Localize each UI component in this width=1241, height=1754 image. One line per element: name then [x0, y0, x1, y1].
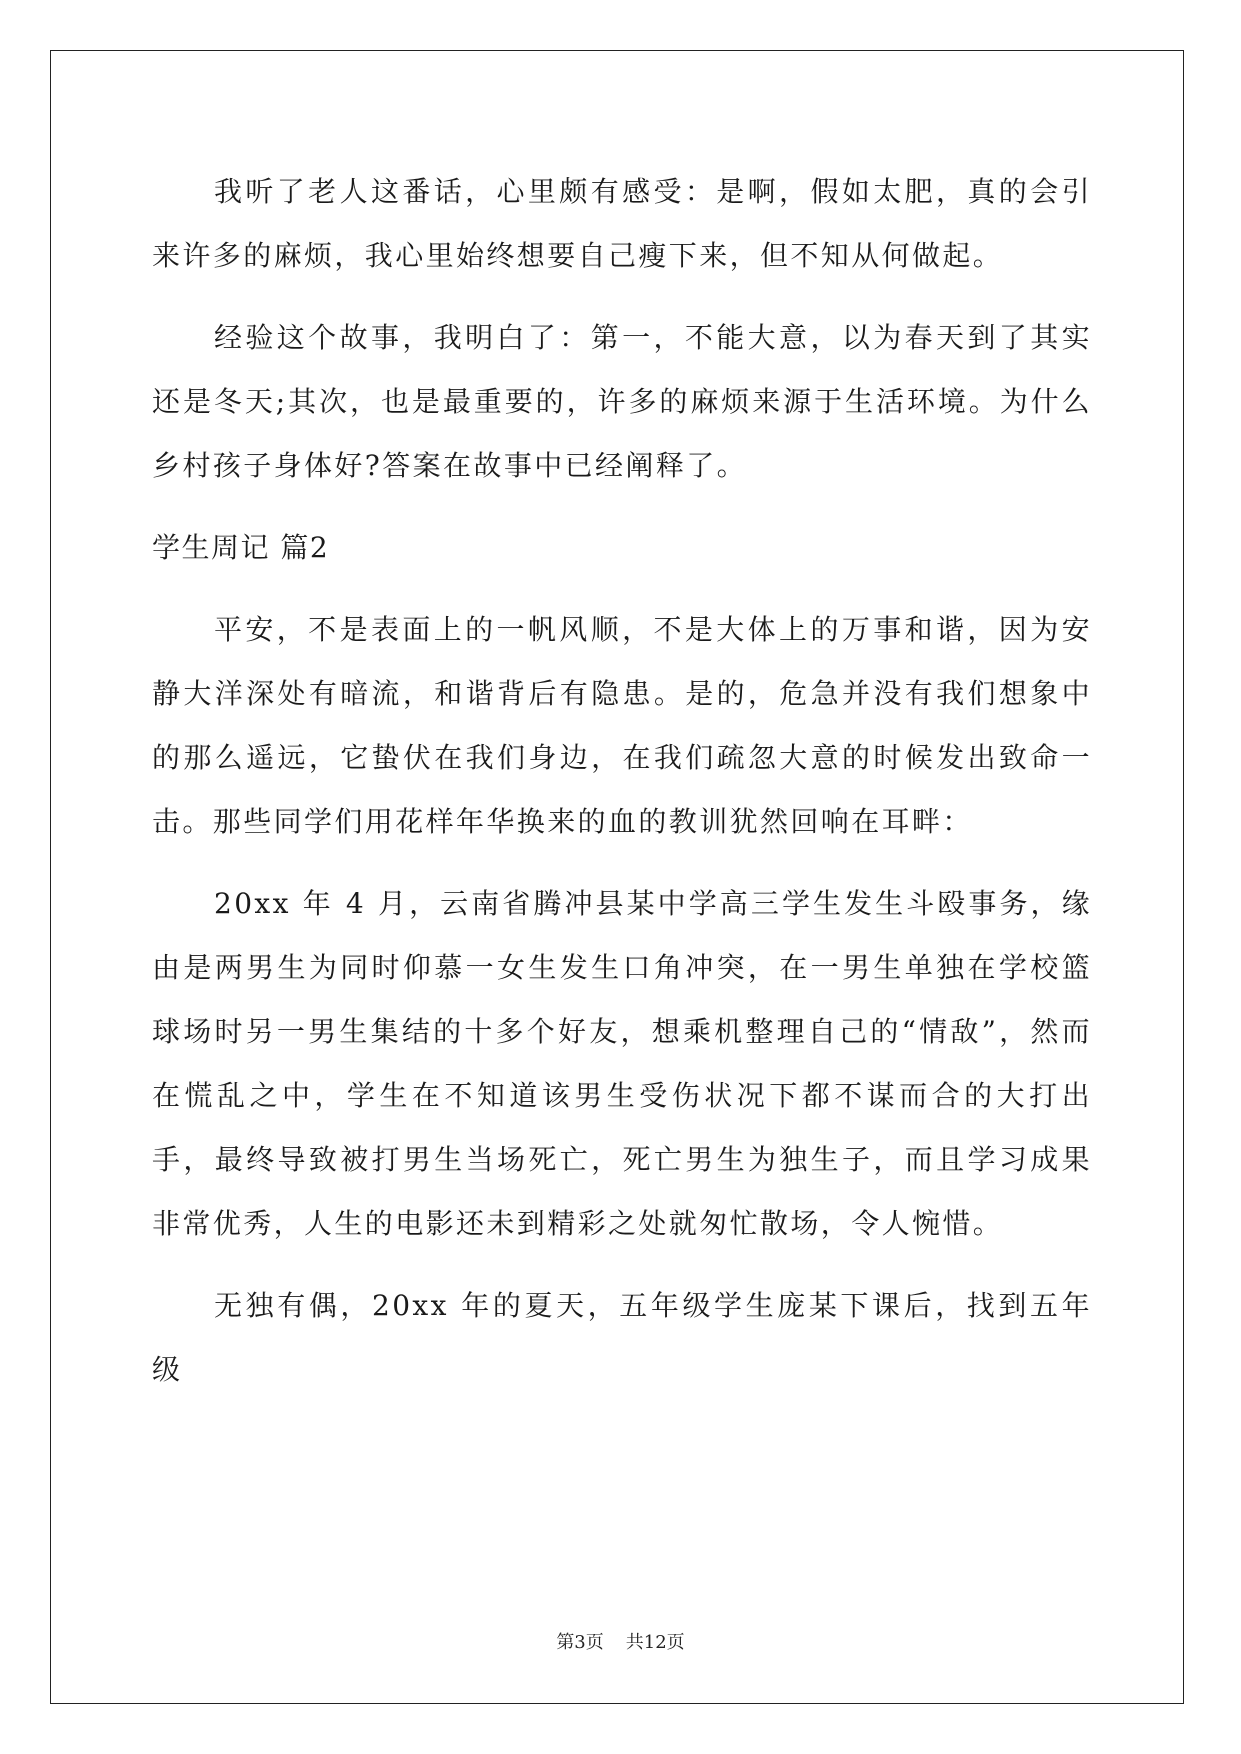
- paragraph-2: 经验这个故事，我明白了：第一，不能大意，以为春天到了其实还是冬天;其次，也是最重要的，许多的麻烦来源于生活环境。为什么乡村孩子身体好?答案在故事中已经阐释了。: [152, 321, 1092, 482]
- page-total: 共12页: [625, 1632, 685, 1653]
- section-heading: 学生周记 篇2: [152, 531, 330, 564]
- paragraph-3: 平安，不是表面上的一帆风顺，不是大体上的万事和谐，因为安静大洋深处有暗流，和谐背后有隐患。是的，危急并没有我们想象中的那么遥远，它蛰伏在我们身边，在我们疏忽大意的时候发出致命一击。那些同学们用花样年华换来的血的教训犹然回响在耳畔：: [152, 613, 1092, 838]
- paragraph-5: 无独有偶，20xx 年的夏天，五年级学生庞某下课后，找到五年级: [152, 1289, 1092, 1386]
- page-footer: [0, 1628, 1241, 1654]
- page-number: 第3页: [556, 1632, 604, 1653]
- paragraph-1: 我听了老人这番话，心里颇有感受：是啊，假如太肥，真的会引来许多的麻烦，我心里始终想要自己瘦下来，但不知从何做起。: [152, 175, 1092, 272]
- paragraph-4: 20xx 年 4 月，云南省腾冲县某中学高三学生发生斗殴事务，缘由是两男生为同时仰慕一女生发生口角冲突，在一男生单独在学校篮球场时另一男生集结的十多个好友，想乘机整理自己的“情敌”，然而在慌乱之中，学生在不知道该男生受伤状况下都不谋而合的大打出手，最终导致被打男生当场死亡，死亡男生为独生子，而且学习成果非常优秀，人生的电影还未到精彩之处就匆忙散场，令人惋惜。: [152, 887, 1092, 1240]
- document-body: [152, 160, 1092, 1420]
